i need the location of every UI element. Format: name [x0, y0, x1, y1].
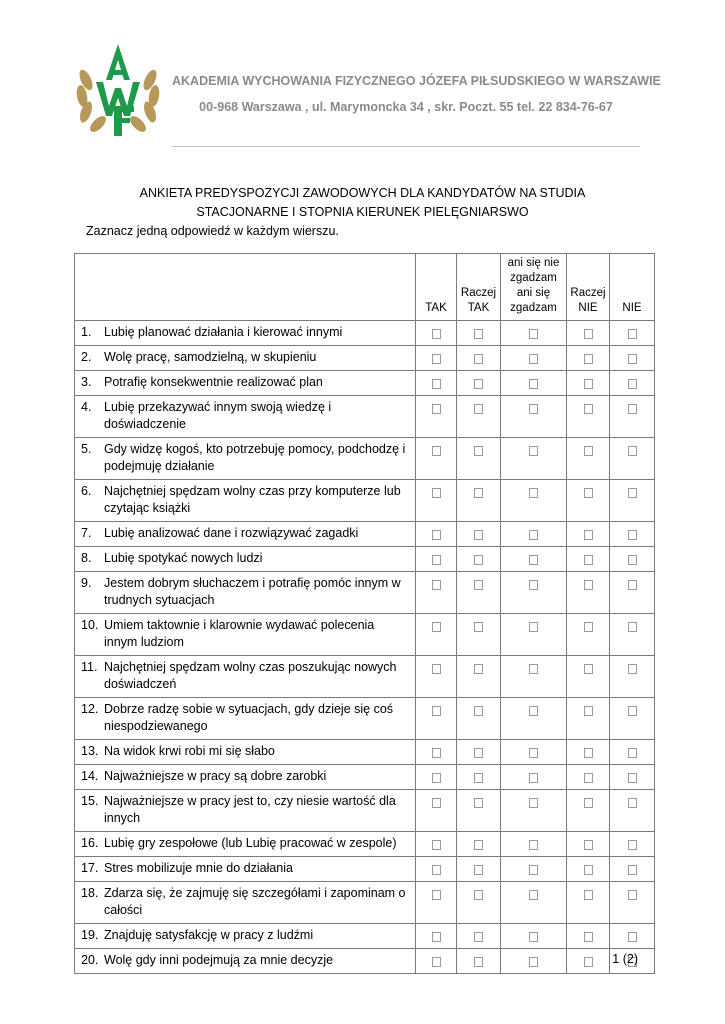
question-cell: [75, 321, 416, 346]
answer-cell-raczej-nie: [567, 396, 610, 438]
answer-cell-raczej-tak: [457, 765, 501, 790]
checkbox-neutral[interactable]: [529, 890, 538, 900]
checkbox-neutral[interactable]: [529, 664, 538, 674]
awf-logo: [72, 40, 164, 138]
checkbox-raczej-tak[interactable]: [474, 580, 483, 590]
question-number: 1.: [81, 325, 92, 339]
answer-cell-raczej-nie: [567, 740, 610, 765]
checkbox-nie[interactable]: [628, 354, 637, 364]
checkbox-raczej-nie[interactable]: [584, 488, 593, 498]
checkbox-tak[interactable]: [432, 890, 441, 900]
checkbox-nie[interactable]: [628, 748, 637, 758]
answer-cell-raczej-nie: [567, 924, 610, 949]
answer-cell-nie: [610, 790, 655, 832]
answer-cell-raczej-nie: [567, 321, 610, 346]
question-cell: [75, 480, 416, 522]
checkbox-raczej-nie[interactable]: [584, 622, 593, 632]
question-text: Gdy widzę kogoś, kto potrzebuję pomocy, podchodzę i podejmuję działanie: [104, 442, 406, 473]
question-text: Znajduję satysfakcję w pracy z ludźmi: [104, 928, 314, 942]
checkbox-neutral[interactable]: [529, 622, 538, 632]
question-cell: [75, 857, 416, 882]
question-cell: [75, 790, 416, 832]
table-row: [75, 346, 655, 371]
question-cell: [75, 740, 416, 765]
question-number: 6.: [81, 484, 92, 498]
checkbox-nie[interactable]: [628, 706, 637, 716]
question-cell: [75, 614, 416, 656]
answer-cell-neutral: [501, 396, 567, 438]
table-row: [75, 438, 655, 480]
answer-cell-neutral: [501, 832, 567, 857]
checkbox-neutral[interactable]: [529, 580, 538, 590]
question-text: Najważniejsze w pracy są dobre zarobki: [104, 769, 327, 783]
answer-cell-raczej-tak: [457, 396, 501, 438]
question-cell: [75, 346, 416, 371]
question-cell: [75, 438, 416, 480]
checkbox-neutral[interactable]: [529, 354, 538, 364]
checkbox-tak[interactable]: [432, 957, 441, 967]
answer-cell-nie: [610, 698, 655, 740]
checkbox-tak[interactable]: [432, 865, 441, 875]
header-raczej-nie: Raczej NIE: [567, 254, 610, 321]
answer-cell-neutral: [501, 740, 567, 765]
answer-cell-neutral: [501, 346, 567, 371]
answer-cell-raczej-tak: [457, 614, 501, 656]
checkbox-nie[interactable]: [628, 555, 637, 565]
answer-cell-raczej-tak: [457, 480, 501, 522]
question-cell: [75, 371, 416, 396]
answer-cell-tak: [416, 765, 457, 790]
answer-cell-raczej-nie: [567, 832, 610, 857]
answer-cell-nie: [610, 547, 655, 572]
table-row: [75, 614, 655, 656]
question-text: Zdarza się, że zajmuję się szczegółami i zapominam o całości: [104, 886, 406, 917]
checkbox-raczej-tak[interactable]: [474, 865, 483, 875]
answer-cell-raczej-tak: [457, 522, 501, 547]
question-cell: [75, 656, 416, 698]
checkbox-raczej-tak[interactable]: [474, 957, 483, 967]
answer-cell-raczej-tak: [457, 882, 501, 924]
table-row: [75, 882, 655, 924]
question-text: Jestem dobrym słuchaczem i potrafię pomóc innym w trudnych sytuacjach: [104, 576, 401, 607]
checkbox-nie[interactable]: [628, 664, 637, 674]
answer-cell-raczej-nie: [567, 371, 610, 396]
question-text: Umiem taktownie i klarownie wydawać polecenia innym ludziom: [104, 618, 375, 649]
answer-cell-raczej-nie: [567, 790, 610, 832]
answer-cell-nie: [610, 346, 655, 371]
question-number: 12.: [81, 702, 99, 716]
question-text: Najważniejsze w pracy jest to, czy niesie wartość dla innych: [104, 794, 396, 825]
answer-cell-raczej-tak: [457, 371, 501, 396]
checkbox-raczej-tak[interactable]: [474, 379, 483, 389]
answer-cell-tak: [416, 790, 457, 832]
table-row: [75, 321, 655, 346]
answer-cell-nie: [610, 396, 655, 438]
table-row: [75, 790, 655, 832]
question-text: Lubię planować działania i kierować innymi: [104, 325, 343, 339]
table-row: [75, 522, 655, 547]
answer-cell-tak: [416, 882, 457, 924]
table-header-row: [75, 254, 655, 321]
answer-cell-nie: [610, 765, 655, 790]
checkbox-tak[interactable]: [432, 773, 441, 783]
checkbox-raczej-nie[interactable]: [584, 890, 593, 900]
checkbox-nie[interactable]: [628, 446, 637, 456]
checkbox-neutral[interactable]: [529, 446, 538, 456]
answer-cell-neutral: [501, 698, 567, 740]
answer-cell-raczej-tak: [457, 740, 501, 765]
checkbox-raczej-tak[interactable]: [474, 446, 483, 456]
institution-address: 00-968 Warszawa , ul. Marymoncka 34 , skr. Poczt. 55 tel. 22 834-76-67: [199, 100, 613, 114]
question-cell: [75, 547, 416, 572]
question-cell: [75, 572, 416, 614]
question-number: 2.: [81, 350, 92, 364]
answer-cell-raczej-nie: [567, 949, 610, 974]
answer-cell-raczej-tak: [457, 832, 501, 857]
answer-cell-tak: [416, 857, 457, 882]
instruction-text: Zaznacz jedną odpowiedź w każdym wierszu.: [86, 224, 339, 238]
header-neutral: ani się nie zgadzam ani się zgadzam: [501, 254, 567, 321]
answer-cell-tak: [416, 572, 457, 614]
answer-cell-nie: [610, 882, 655, 924]
answer-cell-tak: [416, 832, 457, 857]
answer-cell-neutral: [501, 321, 567, 346]
answer-cell-neutral: [501, 857, 567, 882]
answer-cell-neutral: [501, 882, 567, 924]
question-text: Najchętniej spędzam wolny czas poszukując nowych doświadczeń: [104, 660, 397, 691]
table-row: [75, 698, 655, 740]
checkbox-raczej-nie[interactable]: [584, 354, 593, 364]
checkbox-raczej-tak[interactable]: [474, 555, 483, 565]
question-number: 18.: [81, 886, 99, 900]
checkbox-tak[interactable]: [432, 664, 441, 674]
checkbox-raczej-tak[interactable]: [474, 488, 483, 498]
question-number: 10.: [81, 618, 99, 632]
checkbox-raczej-nie[interactable]: [584, 932, 593, 942]
checkbox-raczej-tak[interactable]: [474, 932, 483, 942]
checkbox-tak[interactable]: [432, 488, 441, 498]
answer-cell-nie: [610, 832, 655, 857]
checkbox-neutral[interactable]: [529, 798, 538, 808]
table-row: [75, 740, 655, 765]
table-row: [75, 547, 655, 572]
question-text: Najchętniej spędzam wolny czas przy komputerze lub czytając książki: [104, 484, 401, 515]
checkbox-raczej-tak[interactable]: [474, 664, 483, 674]
answer-cell-raczej-nie: [567, 547, 610, 572]
checkbox-tak[interactable]: [432, 622, 441, 632]
checkbox-nie[interactable]: [628, 798, 637, 808]
checkbox-neutral[interactable]: [529, 865, 538, 875]
question-cell: [75, 882, 416, 924]
answer-cell-tak: [416, 924, 457, 949]
question-number: 8.: [81, 551, 92, 565]
question-number: 9.: [81, 576, 92, 590]
answer-cell-tak: [416, 740, 457, 765]
page-number: 1 (2): [612, 952, 638, 966]
checkbox-tak[interactable]: [432, 354, 441, 364]
answer-cell-raczej-nie: [567, 857, 610, 882]
answer-cell-nie: [610, 371, 655, 396]
checkbox-nie[interactable]: [628, 932, 637, 942]
table-row: [75, 857, 655, 882]
header-divider: [172, 146, 640, 147]
header-tak: TAK: [416, 254, 457, 321]
survey-table: [74, 253, 655, 974]
answer-cell-raczej-nie: [567, 765, 610, 790]
checkbox-raczej-nie[interactable]: [584, 404, 593, 414]
answer-cell-nie: [610, 522, 655, 547]
answer-cell-neutral: [501, 924, 567, 949]
checkbox-nie[interactable]: [628, 865, 637, 875]
checkbox-raczej-nie[interactable]: [584, 555, 593, 565]
checkbox-tak[interactable]: [432, 404, 441, 414]
checkbox-raczej-tak[interactable]: [474, 329, 483, 339]
answer-cell-nie: [610, 572, 655, 614]
checkbox-neutral[interactable]: [529, 379, 538, 389]
checkbox-tak[interactable]: [432, 706, 441, 716]
table-row: [75, 572, 655, 614]
checkbox-tak[interactable]: [432, 329, 441, 339]
checkbox-raczej-tak[interactable]: [474, 798, 483, 808]
checkbox-raczej-tak[interactable]: [474, 530, 483, 540]
checkbox-neutral[interactable]: [529, 706, 538, 716]
checkbox-tak[interactable]: [432, 555, 441, 565]
checkbox-neutral[interactable]: [529, 404, 538, 414]
header-question-cell: [75, 254, 416, 321]
question-text: Potrafię konsekwentnie realizować plan: [104, 375, 323, 389]
question-number: 11.: [81, 660, 98, 674]
checkbox-tak[interactable]: [432, 798, 441, 808]
checkbox-tak[interactable]: [432, 932, 441, 942]
question-cell: [75, 765, 416, 790]
answer-cell-raczej-tak: [457, 656, 501, 698]
checkbox-neutral[interactable]: [529, 840, 538, 850]
question-cell: [75, 949, 416, 974]
question-number: 3.: [81, 375, 92, 389]
answer-cell-neutral: [501, 480, 567, 522]
question-number: 15.: [81, 794, 99, 808]
answer-cell-tak: [416, 371, 457, 396]
checkbox-raczej-nie[interactable]: [584, 580, 593, 590]
answer-cell-tak: [416, 522, 457, 547]
answer-cell-raczej-nie: [567, 656, 610, 698]
checkbox-neutral[interactable]: [529, 329, 538, 339]
checkbox-raczej-tak[interactable]: [474, 840, 483, 850]
answer-cell-tak: [416, 396, 457, 438]
checkbox-raczej-nie[interactable]: [584, 379, 593, 389]
checkbox-neutral[interactable]: [529, 748, 538, 758]
answer-cell-neutral: [501, 949, 567, 974]
answer-cell-tak: [416, 438, 457, 480]
answer-cell-tak: [416, 656, 457, 698]
answer-cell-tak: [416, 480, 457, 522]
institution-name: AKADEMIA WYCHOWANIA FIZYCZNEGO JÓZEFA PIŁSUDSKIEGO W WARSZAWIE: [172, 74, 661, 88]
answer-cell-raczej-tak: [457, 547, 501, 572]
document-title-line1: ANKIETA PREDYSPOZYCJI ZAWODOWYCH DLA KANDYDATÓW NA STUDIA: [139, 186, 586, 200]
question-number: 19.: [81, 928, 99, 942]
question-text: Stres mobilizuje mnie do działania: [104, 861, 293, 875]
answer-cell-tak: [416, 698, 457, 740]
checkbox-raczej-nie[interactable]: [584, 530, 593, 540]
answer-cell-raczej-tak: [457, 949, 501, 974]
table-row: [75, 949, 655, 974]
table-row: [75, 396, 655, 438]
checkbox-nie[interactable]: [628, 488, 637, 498]
checkbox-raczej-nie[interactable]: [584, 840, 593, 850]
answer-cell-tak: [416, 547, 457, 572]
question-text: Wolę pracę, samodzielną, w skupieniu: [104, 350, 317, 364]
checkbox-raczej-tak[interactable]: [474, 706, 483, 716]
question-cell: [75, 396, 416, 438]
question-number: 17.: [81, 861, 99, 875]
question-text: Dobrze radzę sobie w sytuacjach, gdy dzieje się coś niespodziewanego: [104, 702, 394, 733]
answer-cell-raczej-tak: [457, 857, 501, 882]
answer-cell-raczej-tak: [457, 346, 501, 371]
answer-cell-raczej-nie: [567, 480, 610, 522]
answer-cell-tak: [416, 321, 457, 346]
question-number: 14.: [81, 769, 99, 783]
checkbox-neutral[interactable]: [529, 932, 538, 942]
answer-cell-raczej-tak: [457, 438, 501, 480]
checkbox-nie[interactable]: [628, 530, 637, 540]
checkbox-nie[interactable]: [628, 890, 637, 900]
header-raczej-tak: Raczej TAK: [457, 254, 501, 321]
answer-cell-neutral: [501, 522, 567, 547]
answer-cell-raczej-nie: [567, 572, 610, 614]
checkbox-neutral[interactable]: [529, 488, 538, 498]
answer-cell-nie: [610, 740, 655, 765]
answer-cell-raczej-tak: [457, 572, 501, 614]
answer-cell-neutral: [501, 572, 567, 614]
checkbox-raczej-tak[interactable]: [474, 748, 483, 758]
answer-cell-raczej-nie: [567, 614, 610, 656]
checkbox-raczej-nie[interactable]: [584, 957, 593, 967]
table-row: [75, 371, 655, 396]
question-text: Na widok krwi robi mi się słabo: [104, 744, 275, 758]
checkbox-tak[interactable]: [432, 748, 441, 758]
checkbox-neutral[interactable]: [529, 555, 538, 565]
answer-cell-raczej-tak: [457, 321, 501, 346]
answer-cell-tak: [416, 346, 457, 371]
question-text: Lubię analizować dane i rozwiązywać zagadki: [104, 526, 359, 540]
answer-cell-raczej-tak: [457, 790, 501, 832]
checkbox-neutral[interactable]: [529, 957, 538, 967]
checkbox-nie[interactable]: [628, 404, 637, 414]
checkbox-raczej-nie[interactable]: [584, 748, 593, 758]
answer-cell-raczej-nie: [567, 882, 610, 924]
checkbox-nie[interactable]: [628, 329, 637, 339]
answer-cell-neutral: [501, 614, 567, 656]
table-row: [75, 480, 655, 522]
table-row: [75, 656, 655, 698]
checkbox-tak[interactable]: [432, 580, 441, 590]
checkbox-raczej-nie[interactable]: [584, 798, 593, 808]
header-nie: NIE: [610, 254, 655, 321]
checkbox-neutral[interactable]: [529, 530, 538, 540]
table-row: [75, 832, 655, 857]
answer-cell-tak: [416, 949, 457, 974]
answer-cell-raczej-nie: [567, 438, 610, 480]
answer-cell-nie: [610, 480, 655, 522]
question-cell: [75, 832, 416, 857]
answer-cell-neutral: [501, 656, 567, 698]
answer-cell-raczej-tak: [457, 924, 501, 949]
answer-cell-nie: [610, 857, 655, 882]
checkbox-raczej-nie[interactable]: [584, 329, 593, 339]
checkbox-raczej-tak[interactable]: [474, 622, 483, 632]
question-text: Wolę gdy inni podejmują za mnie decyzje: [104, 953, 334, 967]
question-number: 16.: [81, 836, 99, 850]
checkbox-raczej-nie[interactable]: [584, 773, 593, 783]
checkbox-raczej-nie[interactable]: [584, 446, 593, 456]
question-number: 5.: [81, 442, 92, 456]
answer-cell-neutral: [501, 790, 567, 832]
checkbox-nie[interactable]: [628, 622, 637, 632]
checkbox-tak[interactable]: [432, 379, 441, 389]
question-number: 7.: [81, 526, 92, 540]
checkbox-raczej-nie[interactable]: [584, 706, 593, 716]
answer-cell-nie: [610, 438, 655, 480]
question-number: 20.: [81, 953, 99, 967]
checkbox-raczej-tak[interactable]: [474, 773, 483, 783]
answer-cell-raczej-nie: [567, 522, 610, 547]
question-number: 4.: [81, 400, 92, 414]
answer-cell-raczej-tak: [457, 698, 501, 740]
table-row: [75, 765, 655, 790]
answer-cell-neutral: [501, 371, 567, 396]
question-text: Lubię spotykać nowych ludzi: [104, 551, 263, 565]
answer-cell-neutral: [501, 765, 567, 790]
checkbox-nie[interactable]: [628, 379, 637, 389]
question-number: 13.: [81, 744, 99, 758]
answer-cell-raczej-nie: [567, 698, 610, 740]
answer-cell-nie: [610, 656, 655, 698]
question-text: Lubię gry zespołowe (lub Lubię pracować w zespole): [104, 836, 397, 850]
checkbox-nie[interactable]: [628, 580, 637, 590]
question-cell: [75, 924, 416, 949]
checkbox-raczej-nie[interactable]: [584, 865, 593, 875]
checkbox-raczej-tak[interactable]: [474, 404, 483, 414]
question-text: Lubię przekazywać innym swoją wiedzę i doświadczenie: [104, 400, 332, 431]
answer-cell-neutral: [501, 438, 567, 480]
table-row: [75, 924, 655, 949]
answer-cell-tak: [416, 614, 457, 656]
answer-cell-nie: [610, 924, 655, 949]
answer-cell-nie: [610, 614, 655, 656]
question-cell: [75, 522, 416, 547]
checkbox-tak[interactable]: [432, 840, 441, 850]
checkbox-nie[interactable]: [628, 840, 637, 850]
question-cell: [75, 698, 416, 740]
checkbox-tak[interactable]: [432, 446, 441, 456]
checkbox-tak[interactable]: [432, 530, 441, 540]
checkbox-nie[interactable]: [628, 773, 637, 783]
checkbox-raczej-tak[interactable]: [474, 890, 483, 900]
checkbox-neutral[interactable]: [529, 773, 538, 783]
answer-cell-neutral: [501, 547, 567, 572]
answer-cell-raczej-nie: [567, 346, 610, 371]
checkbox-raczej-tak[interactable]: [474, 354, 483, 364]
document-title-line2: STACJONARNE I STOPNIA KIERUNEK PIELĘGNIARSWO: [196, 205, 529, 219]
answer-cell-nie: [610, 321, 655, 346]
checkbox-raczej-nie[interactable]: [584, 664, 593, 674]
